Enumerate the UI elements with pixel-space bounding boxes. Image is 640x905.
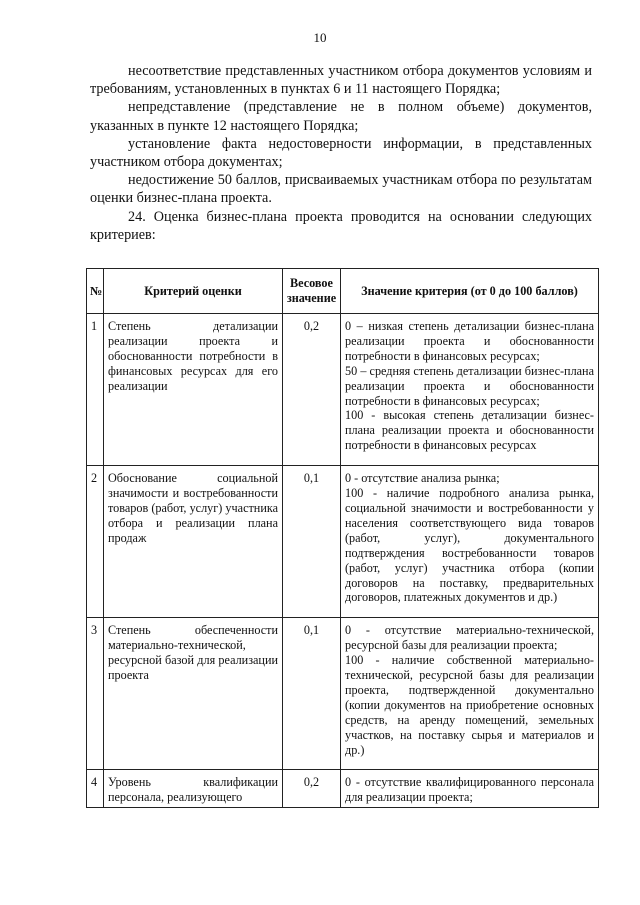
row-weight: 0,2: [283, 770, 341, 808]
header-weight: Весовое значение: [283, 269, 341, 314]
row-value: [341, 770, 599, 808]
paragraph: несоответствие представленных участником отбора документов условиям и требованиям, установленных в пунктах 6 и 11 настоящего Порядка;: [90, 63, 592, 98]
body-text: [90, 62, 592, 244]
header-criterion: Критерий оценки: [104, 269, 283, 314]
row-criterion: Обоснование социальной значимости и востребованности товаров (работ, услуг) участника отбора и реализации плана продаж: [104, 466, 283, 618]
value-line: 0 - отсутствие анализа рынка;: [345, 471, 500, 486]
row-criterion: Степень детализации реализации проекта и обоснованности потребности в финансовых ресурсах для его реализации: [104, 314, 283, 466]
row-value: [341, 466, 599, 618]
value-line: 100 - наличие собственной материально-технической, ресурсной базы для реализации проекта, подтвержденной документально (копии документов на приобретение основных средств, на аренду помещений, земельных участков, на поставку сырья и материалов и др.): [345, 653, 594, 757]
row-num: 2: [87, 466, 104, 618]
value-line: 100 - наличие подробного анализа рынка, социальной значимости и востребованности у населения соответствующего вида товаров (работ, услуг), документального подтверждения востребованности товаров (работ, услуг) участника отбора (копии договоров на поставку, предварительных договоров, платежных документов и др.): [345, 486, 594, 605]
row-weight: 0,2: [283, 314, 341, 466]
row-num: 4: [87, 770, 104, 808]
value-line: 50 – средняя степень детализации бизнес-плана реализации проекта и обоснованности потребности в финансовых ресурсах;: [345, 363, 594, 408]
row-value: [341, 618, 599, 770]
header-num: №: [87, 269, 104, 314]
table-row: [87, 618, 599, 770]
table-header-row: [87, 269, 599, 314]
row-value: [341, 314, 599, 466]
value-line: 0 – низкая степень детализации бизнес-плана реализации проекта и обоснованности потребности в финансовых ресурсах;: [345, 319, 594, 363]
paragraph: установление факта недостоверности информации, в представленных участником отбора документах;: [90, 135, 592, 171]
row-criterion: Уровень квалификации персонала, реализующего: [104, 770, 283, 808]
paragraph: недостижение 50 баллов, присваиваемых участникам отбора по результатам оценки бизнес-плана проекта.: [90, 172, 592, 207]
table-row: [87, 314, 599, 466]
row-weight: 0,1: [283, 466, 341, 618]
paragraph: непредставление (представление не в полном объеме) документов, указанных в пункте 12 настоящего Порядка;: [90, 99, 592, 134]
paragraph: 24. Оценка бизнес-плана проекта проводится на основании следующих критериев:: [90, 208, 592, 243]
page-number: 10: [313, 30, 327, 45]
value-line: 0 - отсутствие квалифицированного персонала для реализации проекта;: [345, 775, 594, 805]
table-row: [87, 770, 599, 808]
row-criterion: Степень обеспеченности материально-технической, ресурсной базой для реализации проекта: [104, 618, 283, 770]
row-num: 1: [87, 314, 104, 466]
row-weight: 0,1: [283, 618, 341, 770]
header-value: Значение критерия (от 0 до 100 баллов): [341, 269, 599, 314]
value-line: 100 - высокая степень детализации бизнес-плана реализации проекта и обоснованности потребности в финансовых ресурсах: [345, 408, 594, 453]
table-row: [87, 466, 599, 618]
value-line: 0 - отсутствие материально-технической, ресурсной базы для реализации проекта;: [345, 623, 594, 653]
row-num: 3: [87, 618, 104, 770]
criteria-table: [86, 268, 599, 808]
